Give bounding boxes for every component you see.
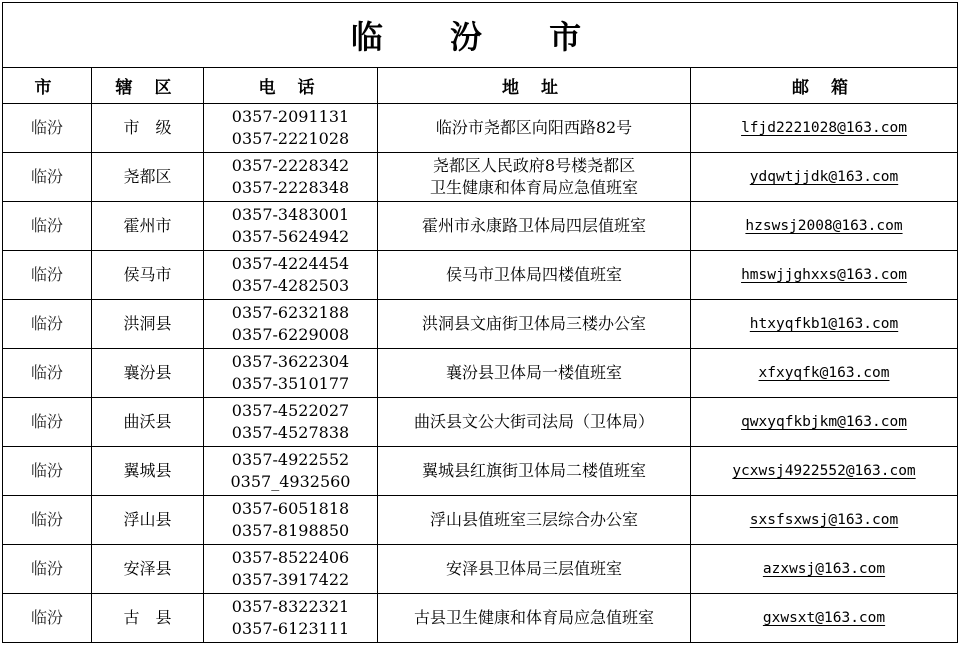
phone-cell (204, 300, 378, 349)
address-cell (378, 153, 691, 202)
table-row (3, 398, 958, 447)
header-city: 市 (3, 68, 92, 104)
email-cell (691, 251, 958, 300)
address-line: 安泽县卫体局三层值班室 (445, 559, 622, 578)
phone-cell (204, 496, 378, 545)
table-row (3, 545, 958, 594)
address-cell (378, 251, 691, 300)
email-cell (691, 349, 958, 398)
email-cell (691, 496, 958, 545)
city-cell: 临汾 (3, 594, 92, 643)
address-cell (378, 202, 691, 251)
city-cell: 临汾 (3, 251, 92, 300)
email-link[interactable]: qwxyqfkbjkm@163.com (741, 414, 907, 430)
phone-number-secondary: 0357-2221028 (231, 129, 350, 148)
city-cell: 临汾 (3, 104, 92, 153)
email-cell (691, 545, 958, 594)
district-cell: 洪洞县 (92, 300, 204, 349)
header-address: 地 址 (378, 68, 691, 104)
phone-cell (204, 349, 378, 398)
phone-cell (204, 251, 378, 300)
table-row (3, 104, 958, 153)
page-title: 临 汾 市 (3, 3, 958, 68)
address-line: 浮山县值班室三层综合办公室 (429, 510, 638, 529)
phone-number-secondary: 0357-6123111 (231, 619, 350, 638)
address-line: 洪洞县文庙街卫体局三楼办公室 (421, 314, 646, 333)
district-cell: 尧都区 (92, 153, 204, 202)
address-line: 侯马市卫体局四楼值班室 (445, 265, 622, 284)
phone-cell (204, 153, 378, 202)
district-cell: 浮山县 (92, 496, 204, 545)
email-link[interactable]: ycxwsj4922552@163.com (732, 463, 916, 479)
phone-number-secondary: 0357-6229008 (231, 325, 350, 344)
address-cell (378, 300, 691, 349)
phone-number-primary: 0357-3483001 (231, 205, 350, 224)
phone-number-primary: 0357-4522027 (231, 401, 350, 420)
district-cell: 翼城县 (92, 447, 204, 496)
table-row (3, 202, 958, 251)
phone-cell (204, 104, 378, 153)
table-row (3, 251, 958, 300)
phone-number-primary: 0357-8322321 (231, 597, 350, 616)
email-link[interactable]: sxsfsxwsj@163.com (749, 512, 899, 528)
header-phone: 电 话 (204, 68, 378, 104)
city-cell: 临汾 (3, 545, 92, 594)
phone-number-primary: 0357-8522406 (231, 548, 350, 567)
email-link[interactable]: hmswjjghxxs@163.com (741, 267, 907, 283)
district-cell: 安泽县 (92, 545, 204, 594)
address-line: 霍州市永康路卫体局四层值班室 (421, 216, 646, 235)
address-line: 曲沃县文公大街司法局（卫体局） (413, 412, 654, 431)
address-cell (378, 545, 691, 594)
phone-cell (204, 594, 378, 643)
contact-table (2, 2, 958, 643)
city-cell: 临汾 (3, 202, 92, 251)
district-cell: 市 级 (92, 104, 204, 153)
district-cell: 侯马市 (92, 251, 204, 300)
phone-cell (204, 202, 378, 251)
table-row (3, 496, 958, 545)
phone-cell (204, 398, 378, 447)
address-line: 尧都区人民政府8号楼尧都区 (432, 156, 636, 175)
email-cell (691, 594, 958, 643)
phone-number-secondary: 0357_4932560 (230, 472, 351, 491)
phone-number-primary: 0357-2228342 (231, 156, 350, 175)
header-email: 邮 箱 (691, 68, 958, 104)
email-link[interactable]: gxwsxt@163.com (762, 610, 886, 626)
email-link[interactable]: xfxyqfk@163.com (758, 365, 890, 381)
email-link[interactable]: htxyqfkb1@163.com (749, 316, 899, 332)
address-line: 古县卫生健康和体育局应急值班室 (413, 608, 654, 627)
phone-number-secondary: 0357-8198850 (231, 521, 350, 540)
address-cell (378, 496, 691, 545)
table-row (3, 594, 958, 643)
phone-number-primary: 0357-2091131 (231, 107, 350, 126)
table-row (3, 349, 958, 398)
phone-number-primary: 0357-6051818 (231, 499, 350, 518)
table-row (3, 300, 958, 349)
address-cell (378, 594, 691, 643)
address-cell (378, 104, 691, 153)
address-cell (378, 349, 691, 398)
email-link[interactable]: hzswsj2008@163.com (745, 218, 903, 234)
city-cell: 临汾 (3, 349, 92, 398)
city-cell: 临汾 (3, 398, 92, 447)
phone-number-secondary: 0357-3917422 (231, 570, 350, 589)
phone-number-primary: 0357-6232188 (231, 303, 350, 322)
address-line-2: 卫生健康和体育局应急值班室 (429, 178, 638, 197)
phone-number-secondary: 0357-4282503 (231, 276, 350, 295)
phone-number-primary: 0357-4922552 (231, 450, 350, 469)
email-cell (691, 447, 958, 496)
phone-cell (204, 545, 378, 594)
email-cell (691, 104, 958, 153)
header-row (3, 68, 958, 104)
address-line: 襄汾县卫体局一楼值班室 (445, 363, 622, 382)
phone-cell (204, 447, 378, 496)
address-line: 临汾市尧都区向阳西路82号 (435, 118, 633, 137)
address-cell (378, 398, 691, 447)
header-district: 辖 区 (92, 68, 204, 104)
title-row (3, 3, 958, 68)
phone-number-primary: 0357-4224454 (231, 254, 350, 273)
city-cell: 临汾 (3, 447, 92, 496)
phone-number-secondary: 0357-4527838 (231, 423, 350, 442)
phone-number-secondary: 0357-3510177 (231, 374, 350, 393)
table-row (3, 447, 958, 496)
table-row (3, 153, 958, 202)
district-cell: 霍州市 (92, 202, 204, 251)
email-link[interactable]: lfjd2221028@163.com (741, 120, 907, 136)
address-line: 翼城县红旗街卫体局二楼值班室 (421, 461, 646, 480)
email-cell (691, 398, 958, 447)
city-cell: 临汾 (3, 496, 92, 545)
email-cell (691, 300, 958, 349)
email-cell (691, 202, 958, 251)
phone-number-secondary: 0357-5624942 (231, 227, 350, 246)
city-cell: 临汾 (3, 153, 92, 202)
email-link[interactable]: ydqwtjjdk@163.com (749, 169, 899, 185)
district-cell: 襄汾县 (92, 349, 204, 398)
district-cell: 古 县 (92, 594, 204, 643)
email-cell (691, 153, 958, 202)
address-cell (378, 447, 691, 496)
city-cell: 临汾 (3, 300, 92, 349)
phone-number-primary: 0357-3622304 (231, 352, 350, 371)
email-link[interactable]: azxwsj@163.com (762, 561, 886, 577)
district-cell: 曲沃县 (92, 398, 204, 447)
phone-number-secondary: 0357-2228348 (231, 178, 350, 197)
